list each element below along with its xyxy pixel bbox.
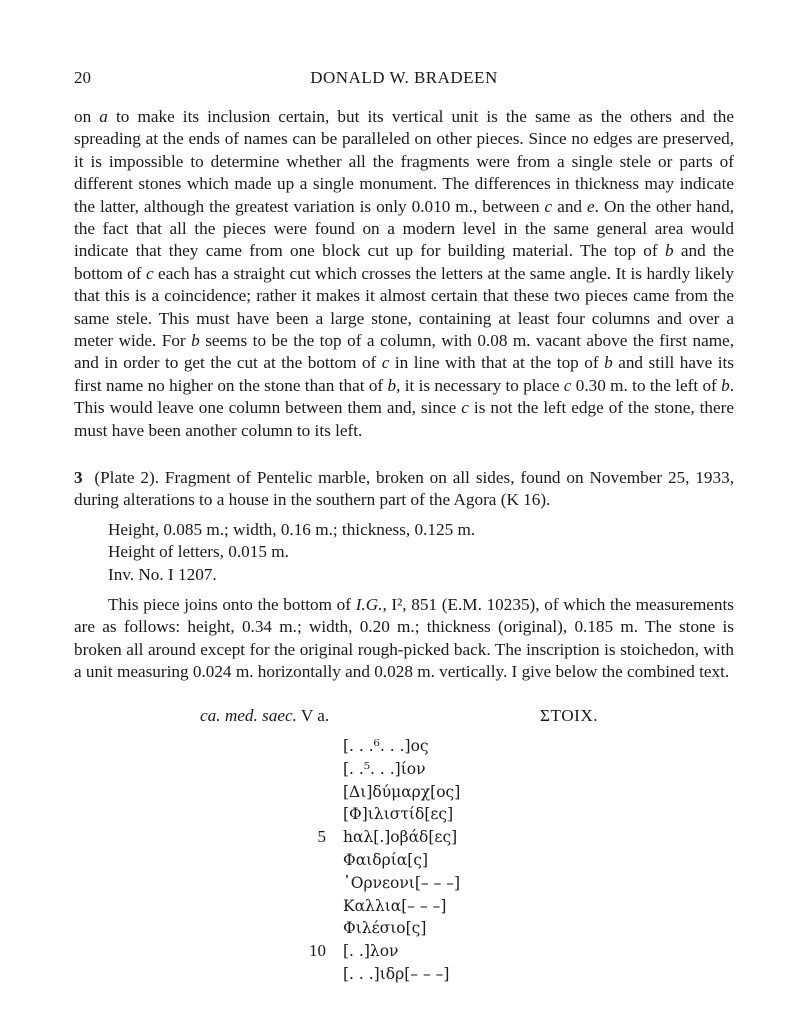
item-number: 3 — [74, 468, 83, 487]
inscription-line — [300, 758, 560, 781]
measurement-line: Height, 0.085 m.; width, 0.16 m.; thickness, 0.125 m. — [108, 520, 476, 539]
paragraph-item-3 — [74, 467, 734, 512]
text-run: , it is necessary to place — [396, 375, 564, 395]
italic-run: a — [99, 107, 108, 126]
line-text: [. . .⁶. . .]ος — [343, 737, 429, 755]
line-text: [. . .]ιδρ[– – –] — [343, 964, 450, 983]
running-title: DONALD W. BRADEEN — [310, 68, 498, 87]
text-run: and the bottom of — [74, 241, 734, 283]
italic-run: b — [387, 375, 397, 395]
inscription-heading — [74, 706, 734, 730]
text-run: This piece joins onto the bottom of — [108, 595, 356, 614]
italic-run: b — [664, 241, 674, 261]
italic-run: c — [544, 196, 553, 216]
italic-run: c — [145, 263, 154, 283]
italic-run: I.G. — [355, 595, 383, 614]
date-label: ca. med. saec. V a. — [200, 706, 330, 725]
text-run: and — [552, 196, 588, 216]
text-run: seems to be the top of a column, with 0.08 m. vacant above the first name, and in order to get the cut at the bottom of — [74, 331, 734, 373]
text-run: in line with that at the top of — [389, 353, 605, 373]
measurements-block — [108, 519, 475, 586]
inscription-line — [300, 781, 560, 804]
line-text: [. .⁵. . .]ίον — [343, 759, 426, 778]
stoich-label: ΣΤΟΙΧ. — [540, 706, 599, 725]
text-run: each has a straight cut which crosses the letters at the same angle. It is hardly likely that this is a coincidence; rather it makes it almost certain that these two pieces came from the same stele. This must have been a large stone, containing at least four columns and over a meter wide. For — [74, 263, 734, 351]
measurement-line: Height of letters, 0.015 m. — [108, 542, 289, 562]
page-number: 20 — [74, 68, 91, 87]
paragraph-discussion — [74, 106, 734, 442]
line-text: [Δι]δύμαρχ[ος] — [343, 782, 461, 801]
italic-run: c — [563, 375, 572, 395]
item-description: (Plate 2). Fragment of Pentelic marble, broken on all sides, found on November 25, 1933, during alterations to a house in the southern part of the Agora (K 16). — [74, 468, 734, 510]
line-text: Φαιδρία[ς] — [343, 850, 429, 869]
line-text: hαλ[.]οβάδ[ες] — [343, 828, 458, 847]
line-number: 10 — [309, 941, 326, 961]
text-run: . This would leave one column between them and, since — [74, 375, 734, 418]
italic-run: b — [721, 375, 730, 395]
inscription-line — [300, 917, 560, 940]
inscription-line — [300, 803, 560, 826]
line-text: [. .]λον — [343, 942, 399, 961]
line-text: [Φ]ιλιστίδ[ες] — [343, 805, 454, 824]
italic-run: c — [461, 398, 469, 418]
inscription-line — [300, 849, 560, 872]
italic-run: b — [604, 353, 613, 373]
line-text: ᾿Ορνεονι[– – –] — [343, 873, 461, 892]
page-header — [74, 68, 734, 92]
inscription-line — [300, 895, 560, 918]
italic-run: e — [587, 196, 595, 216]
line-text: Φιλέσιο[ς] — [343, 919, 427, 938]
text-run: on — [74, 107, 100, 126]
inscription-line — [300, 940, 560, 963]
inscription-text — [300, 735, 560, 986]
line-number: 5 — [317, 827, 326, 847]
text-run: , I², 851 (E.M. 10235), of which the measurements are as follows: height, 0.34 m.; width, 0.20 m.; thickness (original), 0.185 m. The stone is broken all around except for the original rough-picked back. The inscription is stoichedon, with a unit measuring 0.024 m. horizontally and 0.028 m. vertically. I give below the combined text. — [74, 595, 734, 682]
text-run: . On the other hand, the fact that all the pieces were found on a modern level in the same general area would indicate that they came from one block cut up for building material. The top of — [74, 196, 734, 261]
text-run: is not the left edge of the stone, there must have been another column to its left. — [74, 398, 734, 440]
italic-run: c — [381, 353, 390, 373]
text-run: 0.30 m. to the left of — [571, 375, 722, 395]
paragraph-join — [74, 594, 734, 684]
text-run: to make its inclusion certain, but its vertical unit is the same as the others and the spreading at the ends of names can be paralleled on other pieces. Since no edges are preserved, it is impossible to determine whether all the fragments were from a single stele or parts of different stones which made up a single monument. The differences in thickness may indicate the latter, although the greatest variation is only 0.010 m., between — [74, 107, 734, 216]
line-text: Καλλια[– – –] — [343, 896, 447, 915]
inscription-line — [300, 735, 560, 758]
text-run: and still have its first name no higher on the stone than that of — [74, 353, 734, 395]
inscription-line — [300, 826, 560, 849]
inscription-line — [300, 963, 560, 986]
italic-run: b — [191, 331, 200, 351]
inscription-line — [300, 872, 560, 895]
measurement-line: Inv. No. I 1207. — [108, 564, 217, 584]
